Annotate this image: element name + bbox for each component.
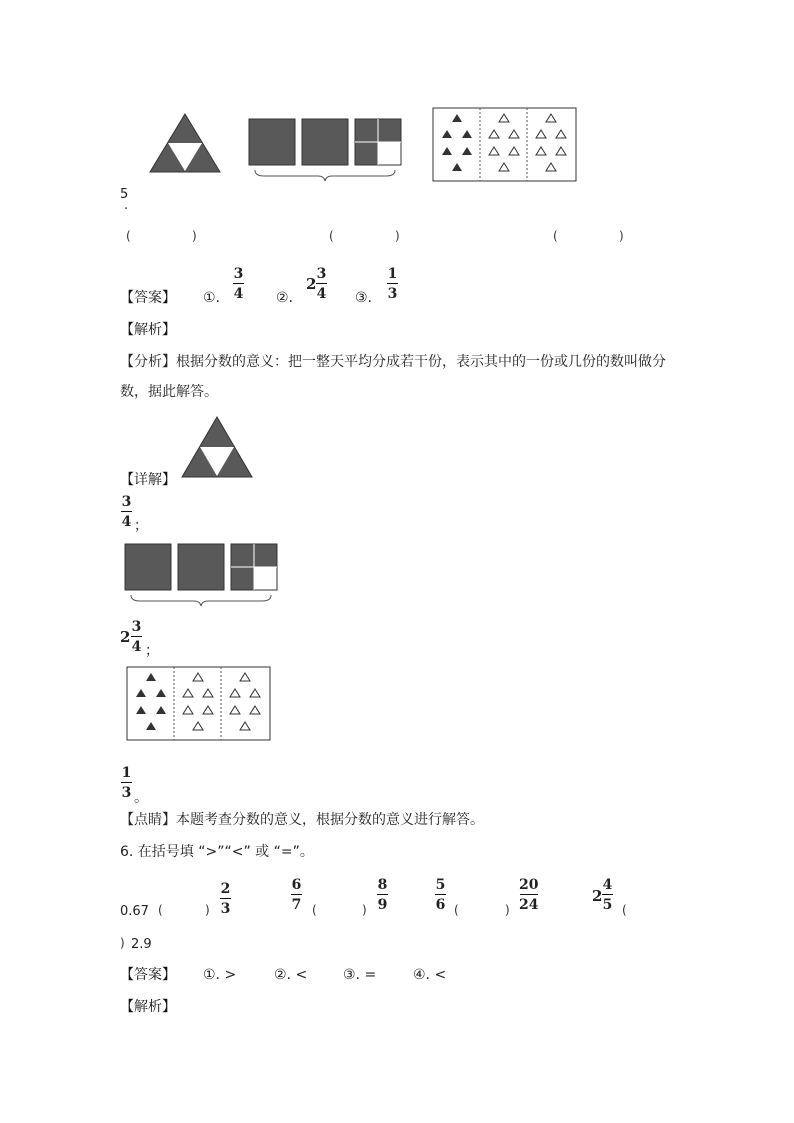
blank-3-close: ): [619, 229, 624, 243]
numerator: 6: [291, 877, 302, 893]
q6-item2-paren-open[interactable]: (: [312, 903, 317, 917]
q6-answer-3: ③. =: [343, 967, 377, 983]
detail-suffix-3: 。: [134, 790, 148, 806]
answer-label: 【答案】: [120, 290, 176, 306]
blank-1-open: (: [126, 229, 131, 243]
denominator: 4: [121, 514, 132, 530]
denominator: 4: [233, 286, 244, 302]
squares-figure-top: [248, 118, 404, 182]
q6-item1-paren-close[interactable]: ): [205, 903, 210, 917]
fraction-bar: [520, 894, 538, 895]
numerator: 20: [519, 877, 539, 893]
denominator: 4: [131, 639, 142, 655]
blank-1-close: ): [192, 229, 197, 243]
denominator: 9: [377, 897, 388, 913]
denominator: 24: [519, 897, 539, 913]
q6-answer-label: 【答案】: [120, 967, 176, 983]
denominator: 3: [121, 785, 132, 801]
numerator: 1: [121, 765, 132, 781]
fraction-bar: [435, 894, 446, 895]
numerator: 2: [220, 881, 231, 897]
detail-fraction-3: [121, 765, 132, 801]
answer-whole-2: 2: [306, 275, 317, 293]
denominator: 4: [316, 286, 327, 302]
analysis-paragraph: [120, 347, 680, 407]
q6-item4-left-fraction: [602, 877, 613, 913]
numerator: 3: [131, 619, 142, 635]
triangle-figure-top: [148, 112, 222, 174]
numerator: 8: [377, 877, 388, 893]
answer-fraction-1: [233, 266, 244, 302]
point-label: 【点睛】: [120, 812, 176, 828]
fraction-bar: [316, 283, 327, 284]
numerator: 3: [121, 494, 132, 510]
q6-item3-paren-close[interactable]: ): [505, 903, 510, 917]
denominator: 3: [220, 901, 231, 917]
fraction-bar: [121, 511, 132, 512]
answer-fraction-2: [316, 266, 327, 302]
question-6-title: 6. 在括号填 “>”“<” 或 “=”。: [120, 844, 314, 860]
q6-item1-right-fraction: [220, 881, 231, 917]
answer-marker-3: ③.: [355, 290, 373, 306]
fraction-bar: [377, 894, 388, 895]
point-paragraph: [120, 810, 484, 830]
jiexi-label: 【解析】: [120, 322, 176, 338]
q6-item1-left: 0.67: [120, 904, 149, 919]
q6-item3-left-fraction: [435, 877, 446, 913]
triangles-grid-figure-detail: [126, 666, 271, 742]
fraction-bar: [131, 636, 142, 637]
fraction-bar: [121, 782, 132, 783]
blank-2-close: ): [395, 229, 400, 243]
fraction-bar: [233, 283, 244, 284]
blank-2-open: (: [329, 229, 334, 243]
fraction-bar: [602, 894, 613, 895]
analysis-text: 根据分数的意义：把一整天平均分成若干份，表示其中的一份或几份的数叫做分数，据此解答。: [120, 354, 666, 400]
fraction-bar: [291, 894, 302, 895]
q6-item2-right-fraction: [377, 877, 388, 913]
q6-item4-paren-open[interactable]: (: [622, 903, 627, 917]
triangle-figure-detail: [180, 415, 254, 479]
q6-answer-4: ④. <: [413, 967, 447, 983]
detail-fraction-2: [131, 619, 142, 655]
question-number-dot: .: [124, 198, 129, 213]
q6-item4-paren-close[interactable]: ): [120, 936, 125, 950]
question-number-5: 5: [120, 187, 129, 202]
q6-item3-paren-open[interactable]: (: [454, 903, 459, 917]
numerator: 4: [602, 877, 613, 893]
detail-suffix-2: ；: [145, 643, 159, 659]
squares-figure-detail: [124, 543, 280, 607]
fraction-bar: [220, 898, 231, 899]
blank-3-open: (: [553, 229, 558, 243]
detail-suffix-1: ；: [134, 518, 148, 534]
q6-item4-left-whole: 2: [592, 887, 603, 905]
detail-fraction-1: [121, 494, 132, 530]
q6-jiexi-label: 【解析】: [120, 999, 176, 1015]
numerator: 1: [387, 266, 398, 282]
analysis-label: 【分析】: [120, 354, 176, 370]
denominator: 5: [602, 897, 613, 913]
detail-whole-2: 2: [120, 628, 131, 646]
numerator: 3: [316, 266, 327, 282]
q6-item4-right: 2.9: [131, 937, 152, 952]
q6-answer-1: ①. >: [203, 967, 237, 983]
q6-item2-left-fraction: [291, 877, 302, 913]
q6-item1-paren-open[interactable]: (: [158, 903, 163, 917]
answer-marker-2: ②.: [276, 290, 294, 306]
answer-fraction-3: [387, 266, 398, 302]
q6-item2-paren-close[interactable]: ): [362, 903, 367, 917]
denominator: 3: [387, 286, 398, 302]
triangles-grid-figure-top: [432, 107, 577, 183]
q6-answer-2: ②. <: [274, 967, 308, 983]
denominator: 7: [291, 897, 302, 913]
detail-label: 【详解】: [120, 472, 176, 488]
numerator: 3: [233, 266, 244, 282]
fraction-bar: [387, 283, 398, 284]
numerator: 5: [435, 877, 446, 893]
denominator: 6: [435, 897, 446, 913]
point-text: 本题考查分数的意义，根据分数的意义进行解答。: [176, 812, 484, 828]
q6-item3-right-fraction: [519, 877, 538, 913]
answer-marker-1: ①.: [203, 290, 221, 306]
